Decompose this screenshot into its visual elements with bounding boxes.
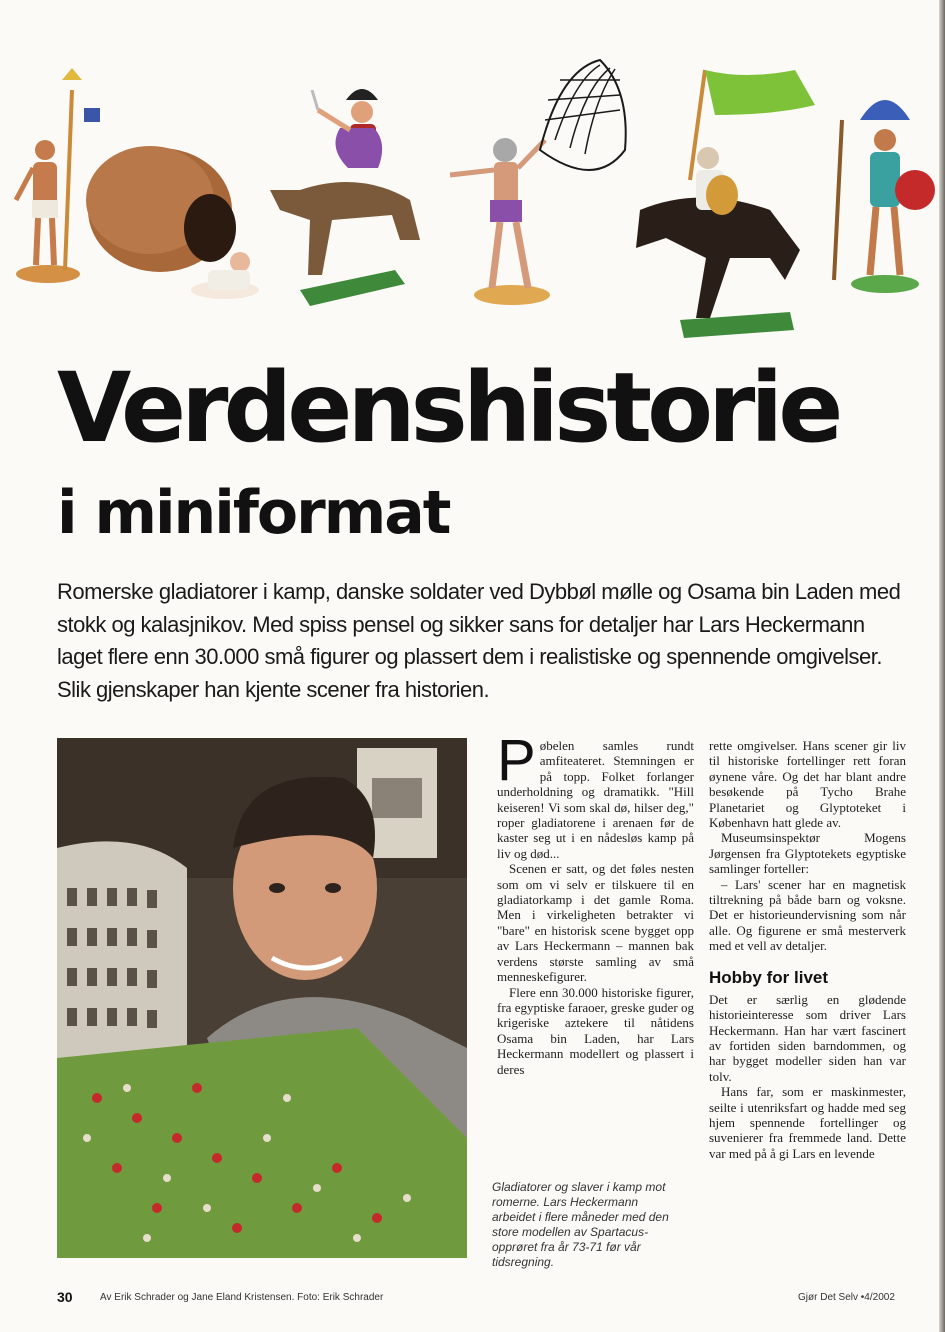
page-number: 30 (57, 1289, 73, 1305)
lede-paragraph: Romerske gladiatorer i kamp, danske soldater ved Dybbøl mølle og Osama bin Laden med stokk og kalasjnikov. Med spiss pensel og sikker sans for detaljer har Lars Heckermann laget flere enn 30.000 små figurer og plassert dem i realistiske og spennende omgivelser. Slik gjenskaper han kjente scener fra historien. (57, 579, 901, 702)
article-paragraph: Scenen er satt, og det føles nesten som om vi selv er tilskuere til en gladiatorkamp i det gamle Roma. Men i virkeligheten betrakter vi "bare" en historisk scene bygget opp av Lars Heckermann – mannen bak verdens største samling av små menneskefigurer. (497, 861, 694, 985)
section-heading: Hobby for livet (709, 967, 829, 987)
subhead: i miniformat (57, 478, 450, 548)
article-paragraph: Flere enn 30.000 historiske figurer, fra egyptiske faraoer, greske guder og krigeriske aztekere til nåtidens Osama bin Laden, har Lars Heckermann modellert og plassert i deres (497, 984, 694, 1077)
article-column-2 (709, 738, 906, 1161)
article-paragraph: rette omgivelser. Hans scener gir liv til historiske fortellinger rett foran øynene våre. Og det har blant andre besøkende på Tycho Brahe Planetariet og Glyptoteket i København hatt glede av. (709, 738, 906, 831)
article-paragraph: Pøbelen samles rundt amfiteateret. Stemningen er på topp. Folket forlanger underholdning og dramatikk. "Hill keiseren! Vi som skal dø, hilser deg," roper gladiatorene i arenaen før de kaster seg ut i en nådesløs kamp på liv og død... (497, 728, 694, 861)
clay-jar (86, 146, 259, 299)
knight-horseman-figure (636, 70, 815, 338)
drop-cap: P (497, 728, 536, 793)
byline-credit: Av Erik Schrader og Jane Eland Kristensen. Foto: Erik Schrader (100, 1292, 384, 1303)
article-paragraph: – Lars' scener har en magnetisk tiltrekning på både barn og voksne. Det er historieundervisning som når alle. Og figurene er små mesterverk med et vell av detaljer. (709, 876, 906, 954)
aztec-warrior-figure (834, 100, 935, 293)
photo-lars-heckermann-with-colosseum-model (57, 738, 467, 1258)
article-paragraph: Det er særlig en glødende historieinteresse som driver Lars Heckermann. Han har vært fascinert av fortiden siden barndommen, og har bygget modeller siden han var tolv. (709, 991, 906, 1084)
toy-figures-illustration (0, 50, 940, 350)
photo-caption: Gladiatorer og slaver i kamp mot romerne. Lars Heckermann arbeidet i flere måneder med den store modellen av Spartacus-opprøret fra år 73-71 før vår tidsregning. (492, 1180, 669, 1269)
gladiator-figure (450, 138, 550, 305)
gladiator-net (540, 60, 626, 170)
egyptian-figure (16, 68, 100, 283)
article-column-1 (497, 728, 694, 1077)
magazine-issue: Gjør Det Selv •4/2002 (798, 1292, 895, 1303)
article-paragraph: Museumsinspektør Mogens Jørgensen fra Glyptotekets egyptiske samlinger forteller: (709, 830, 906, 877)
roman-horseman-figure (270, 89, 420, 306)
headline: Verdenshistorie (57, 352, 839, 464)
article-paragraph: Hans far, som er maskinmester, seilte i utenriksfart og hadde med seg hjem spennende fortellinger og suvenierer fra fremmede land. Dette var med på å gi Lars en levende (709, 1084, 906, 1161)
